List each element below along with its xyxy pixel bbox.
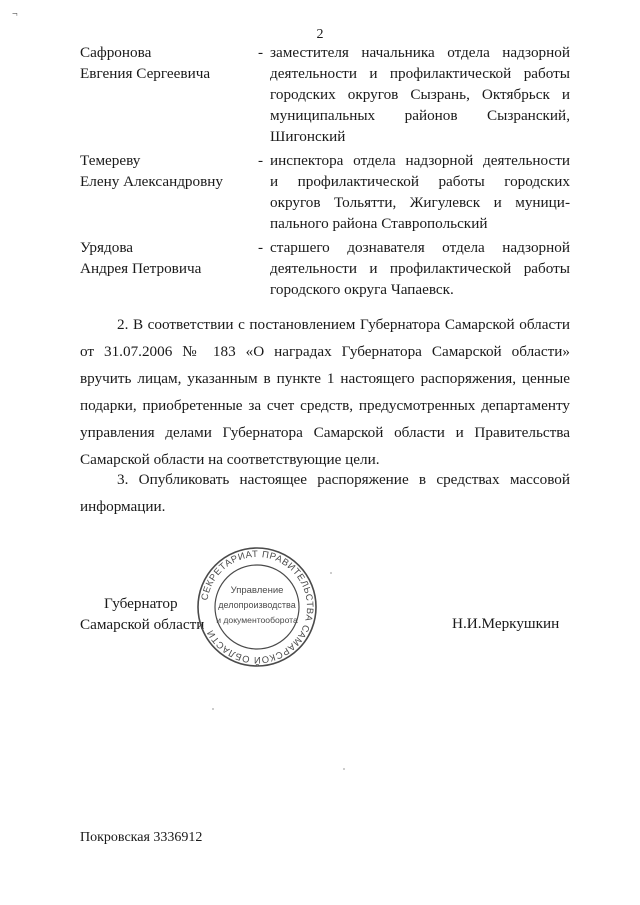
stamp-inner-text: делопроизводства	[218, 600, 296, 610]
position-line: округов Тольятти, Жигулевск и муници-	[270, 194, 570, 211]
person-name	[80, 150, 250, 192]
paragraph-line: от 31.07.2006 № 183 «О наградах Губернатора Самарской области»	[80, 343, 570, 360]
entry-dash: -	[258, 44, 264, 61]
person-name	[80, 42, 250, 84]
executor-line: Покровская 3336912	[80, 830, 203, 845]
person-position	[270, 150, 570, 234]
official-stamp	[196, 546, 318, 668]
signatory-title: Губернатор	[104, 595, 178, 612]
signatory-position	[80, 593, 204, 635]
paragraph-publish	[80, 466, 570, 520]
position-line: инспектора отдела надзорной деятельности	[270, 152, 570, 169]
signatory-region: Самарской области	[80, 616, 205, 633]
position-line: муниципальных районов Сызранский,	[270, 107, 570, 124]
position-line: Шигонский	[270, 128, 346, 145]
position-line: старшего дознавателя отдела надзорной	[270, 239, 570, 256]
paragraph-line: Самарской области на соответствующие цели.	[80, 451, 380, 468]
position-line: деятельности и профилактической работы	[270, 260, 570, 277]
scan-speck	[343, 768, 345, 770]
stamp-inner-text: Управление	[230, 585, 284, 596]
signatory-name: Н.И.Меркушкин	[452, 615, 560, 632]
stamp-inner-text: и документооборота	[216, 615, 298, 625]
corner-mark: ¬	[12, 9, 18, 20]
position-line: пального района Ставропольский	[270, 215, 488, 232]
paragraph-line: подарки, приобретенные за счет средств, предусмотренных департаменту	[80, 397, 570, 414]
entry-dash: -	[258, 239, 264, 256]
stamp-ring-text: СЕКРЕТАРИАТ ПРАВИТЕЛЬСТВА САМАРСКОЙ ОБЛАСТИ	[198, 547, 317, 667]
paragraph-line: информации.	[80, 498, 166, 515]
paragraph-line: управления делами Губернатора Самарской области и Правительства	[80, 424, 570, 441]
person-given-names: Андрея Петровича	[80, 260, 202, 277]
position-line: заместителя начальника отдела надзорной	[270, 44, 570, 61]
position-line: городских округов Сызрань, Октябрьск и	[270, 86, 570, 103]
person-surname: Сафронова	[80, 44, 152, 61]
person-name	[80, 237, 250, 279]
paragraph-line: 3. Опубликовать настоящее распоряжение в средствах массовой	[117, 471, 570, 488]
person-given-names: Евгения Сергеевича	[80, 65, 211, 82]
scan-speck	[330, 572, 332, 574]
person-given-names: Елену Александровну	[80, 173, 224, 190]
scan-speck	[212, 708, 214, 710]
paragraph-line: вручить лицам, указанным в пункте 1 настоящего распоряжения, ценные	[80, 370, 570, 387]
paragraph-line: 2. В соответствии с постановлением Губернатора Самарской области	[117, 316, 570, 333]
person-surname: Темереву	[80, 152, 141, 169]
person-surname: Урядова	[80, 239, 134, 256]
position-line: и профилактической работы городских	[270, 173, 570, 190]
page-number: 2	[316, 27, 324, 42]
entry-dash: -	[258, 152, 264, 169]
paragraph-awards	[80, 311, 570, 473]
position-line: деятельности и профилактической работы	[270, 65, 570, 82]
person-position	[270, 237, 570, 300]
person-position	[270, 42, 570, 147]
position-line: городского округа Чапаевск.	[270, 281, 454, 298]
